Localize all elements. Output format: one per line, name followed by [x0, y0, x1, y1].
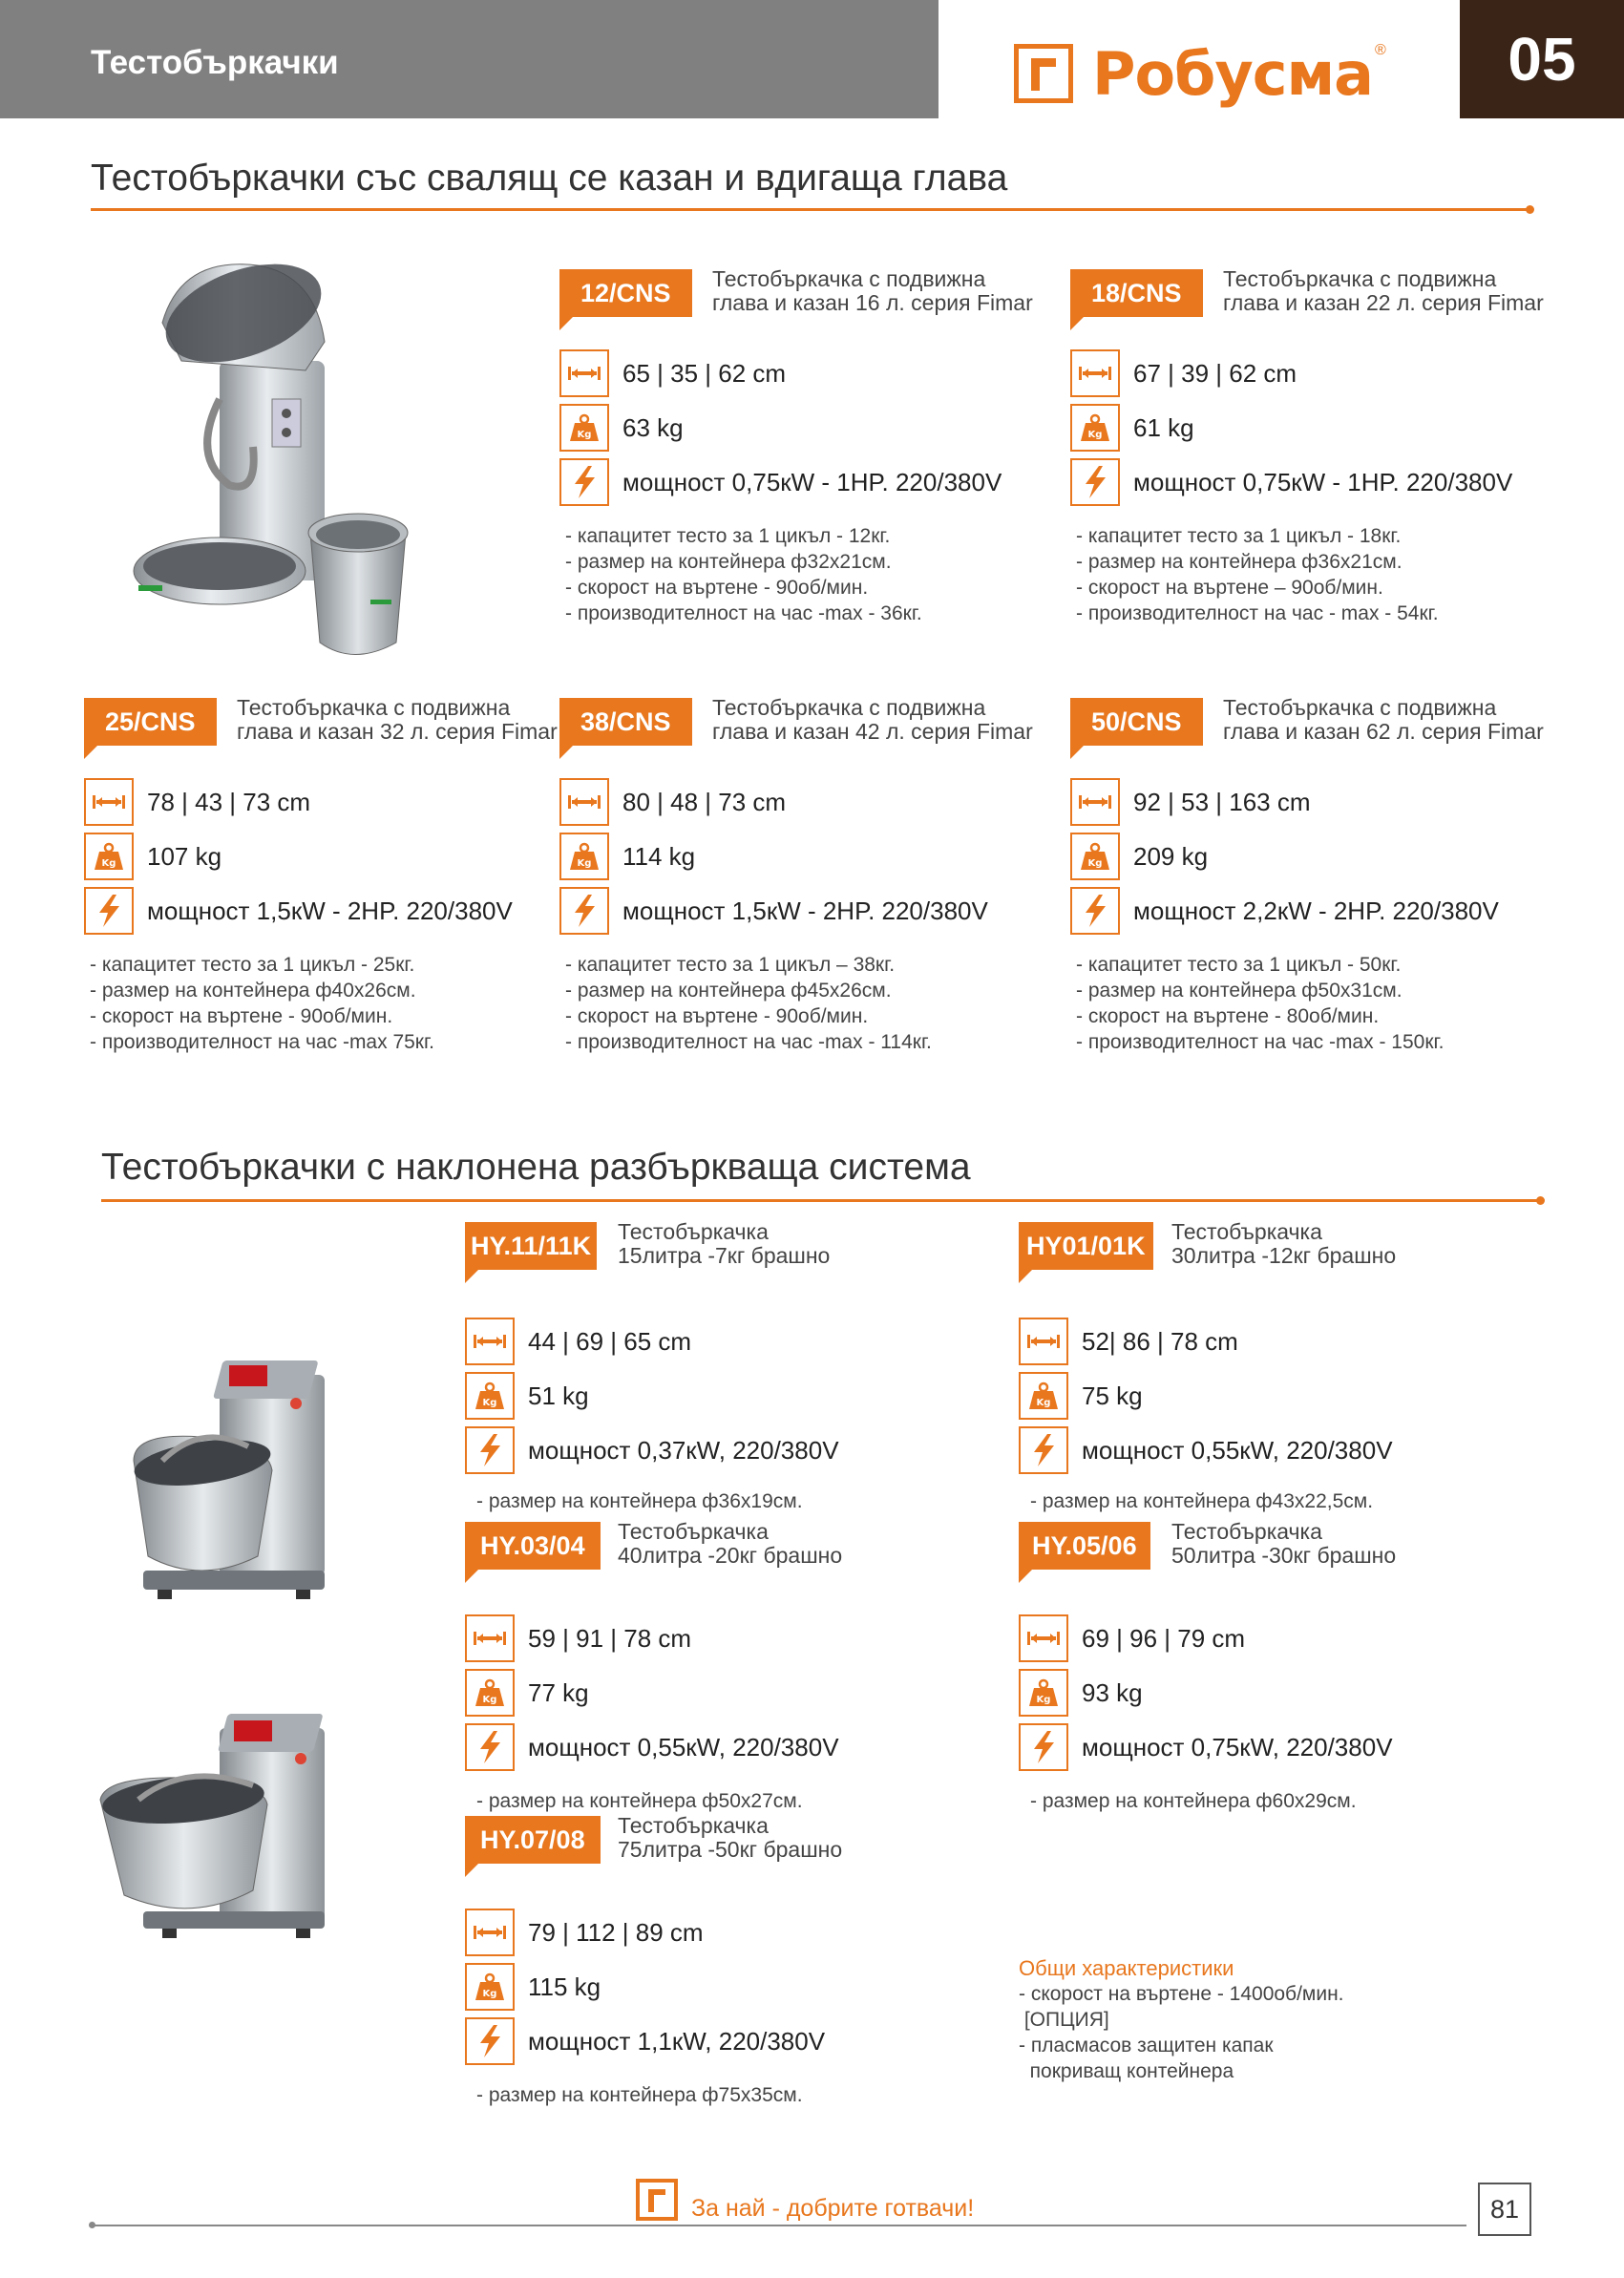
dimensions-value: 78 | 43 | 73 cm — [147, 787, 311, 816]
weight-icon — [465, 1669, 515, 1717]
note-line: - размер на контейнера ф36х19см. — [476, 1490, 803, 1512]
weight-icon — [465, 1372, 515, 1420]
svg-text:Kg: Kg — [482, 1695, 497, 1705]
spec-dimensions — [1070, 349, 1297, 397]
spec-weight — [1019, 1669, 1143, 1717]
brand-logo — [1014, 38, 1386, 109]
spec-weight — [465, 1372, 589, 1420]
spec-power — [1070, 458, 1512, 506]
product-code: HY.11/11K — [465, 1222, 597, 1270]
dimensions-icon — [1019, 1614, 1068, 1662]
product-description — [1223, 696, 1544, 744]
weight-icon — [84, 833, 134, 880]
general-line: - пласмасов защитен капак — [1019, 2035, 1274, 2057]
section-heading: Тестобъркачки — [91, 44, 339, 81]
dimensions-value: 52| 86 | 78 cm — [1082, 1326, 1238, 1356]
weight-value: 63 kg — [622, 412, 684, 442]
note-line: - капацитет тесто за 1 цикъл - 50кг. — [1076, 954, 1402, 976]
note-line: - скорост на въртене – 90об/мин. — [1076, 577, 1383, 599]
note-line: - капацитет тесто за 1 цикъл – 38кг. — [565, 954, 896, 976]
section2-title: Тестобъркачки с наклонена разбъркваща система — [101, 1147, 971, 1188]
product-description — [618, 1520, 842, 1568]
note-line: - скорост на въртене - 80об/мин. — [1076, 1005, 1380, 1027]
product-description — [1171, 1220, 1396, 1268]
note-line: - капацитет тесто за 1 цикъл - 25кг. — [90, 954, 415, 976]
description-line: Тестобъркачка — [618, 1519, 769, 1544]
weight-value: 115 kg — [528, 1972, 601, 2001]
weight-value: 107 kg — [147, 841, 222, 871]
dimensions-icon — [1070, 349, 1120, 397]
product-notes — [1076, 523, 1439, 626]
weight-icon — [559, 833, 609, 880]
description-line: 50литра -30кг брашно — [1171, 1543, 1397, 1568]
note-line: - размер на контейнера ф40х26см. — [90, 980, 416, 1002]
svg-text:Kg: Kg — [577, 430, 592, 440]
product-notes — [1076, 952, 1444, 1055]
product-notes — [1030, 1763, 1357, 1814]
description-line: глава и казан 62 л. серия Fimar — [1223, 719, 1544, 744]
description-line: глава и казан 22 л. серия Fimar — [1223, 290, 1544, 315]
dimensions-value: 67 | 39 | 62 cm — [1133, 358, 1297, 388]
spiral-mixer-image — [124, 246, 430, 666]
product-notes — [476, 1763, 803, 1814]
product-notes — [90, 952, 434, 1055]
product-description — [1223, 267, 1544, 315]
weight-icon — [1070, 833, 1120, 880]
note-line: - капацитет тесто за 1 цикъл - 12кг. — [565, 525, 891, 547]
description-line: Тестобъркачка с подвижна — [1223, 695, 1497, 720]
weight-icon — [559, 404, 609, 452]
chapter-number: 05 — [1460, 0, 1624, 118]
product-38-cns — [559, 695, 1056, 1061]
description-line: Тестобъркачка — [1171, 1519, 1322, 1544]
dimensions-icon — [465, 1909, 515, 1956]
power-value: мощност 0,75кW, 220/380V — [1082, 1732, 1393, 1761]
spec-dimensions — [465, 1614, 691, 1662]
power-value: мощност 0,37кW, 220/380V — [528, 1435, 839, 1465]
product-code: 18/CNS — [1070, 269, 1203, 317]
product-notes — [476, 1464, 803, 1514]
dimensions-icon — [84, 778, 134, 826]
general-title: Общи характеристики — [1019, 1956, 1234, 1980]
spec-dimensions — [1019, 1614, 1245, 1662]
product-50-cns — [1070, 695, 1567, 1061]
dimensions-value: 44 | 69 | 65 cm — [528, 1326, 692, 1356]
note-line: - размер на контейнера ф50х31см. — [1076, 980, 1403, 1002]
note-line: - размер на контейнера ф45х26см. — [565, 980, 892, 1002]
description-line: Тестобъркачка — [1171, 1219, 1322, 1244]
logo-mark-icon — [1014, 44, 1073, 103]
product-12-cns — [559, 266, 1056, 632]
weight-icon — [465, 1963, 515, 2011]
svg-text:Kg: Kg — [482, 1989, 497, 1999]
general-line: [ОПЦИЯ] — [1019, 2009, 1109, 2031]
power-value: мощност 1,5кW - 2HP. 220/380V — [147, 896, 513, 925]
page-number: 81 — [1478, 2183, 1531, 2236]
dimensions-icon — [1070, 778, 1120, 826]
weight-icon — [1019, 1372, 1068, 1420]
footer-logo — [636, 2179, 678, 2221]
spec-weight — [465, 1669, 589, 1717]
weight-value: 77 kg — [528, 1677, 589, 1707]
note-line: - производителност на час -max - 114кг. — [565, 1031, 932, 1053]
footer-slogan: За най - добрите готвачи! — [691, 2195, 975, 2222]
dimensions-value: 69 | 96 | 79 cm — [1082, 1623, 1246, 1653]
weight-value: 51 kg — [528, 1381, 589, 1410]
description-line: 40литра -20кг брашно — [618, 1543, 843, 1568]
product-hy-11-11k — [465, 1219, 961, 1512]
product-25-cns — [84, 695, 580, 1061]
weight-value: 114 kg — [622, 841, 696, 871]
note-line: - скорост на въртене - 90об/мин. — [565, 577, 869, 599]
product-description — [1171, 1520, 1396, 1568]
power-value: мощност 0,55кW, 220/380V — [528, 1732, 839, 1761]
description-line: Тестобъркачка с подвижна — [237, 695, 511, 720]
spec-power — [559, 458, 1002, 506]
svg-text:Kg: Kg — [1036, 1695, 1051, 1705]
spec-weight — [559, 833, 695, 880]
lightning-icon — [84, 887, 134, 935]
tilted-mixer-image — [115, 1356, 353, 1614]
footer-divider — [92, 2225, 1466, 2226]
product-notes — [565, 523, 922, 626]
product-code: 25/CNS — [84, 698, 217, 746]
svg-text:Kg: Kg — [101, 858, 116, 869]
product-code: HY.05/06 — [1019, 1522, 1150, 1570]
lightning-icon — [1070, 458, 1120, 506]
product-code: HY.07/08 — [465, 1816, 601, 1864]
general-line: покриващ контейнера — [1019, 2060, 1234, 2082]
general-characteristics — [1019, 1955, 1344, 2084]
logo-mark-icon — [636, 2179, 678, 2221]
product-code: 12/CNS — [559, 269, 692, 317]
spec-dimensions — [465, 1909, 704, 1956]
dimensions-icon — [1019, 1318, 1068, 1365]
note-line: - размер на контейнера ф75х35см. — [476, 2084, 803, 2106]
power-value: мощност 1,5кW - 2HP. 220/380V — [622, 896, 988, 925]
note-line: - размер на контейнера ф36х21см. — [1076, 551, 1403, 573]
lightning-icon — [559, 458, 609, 506]
spec-dimensions — [559, 349, 786, 397]
spec-dimensions — [465, 1318, 691, 1365]
description-line: Тестобъркачка — [618, 1813, 769, 1838]
description-line: 15литра -7кг брашно — [618, 1243, 831, 1268]
spec-dimensions — [559, 778, 786, 826]
lightning-icon — [559, 887, 609, 935]
power-value: мощност 0,75кW - 1HP. 220/380V — [622, 467, 1002, 496]
svg-text:Kg: Kg — [1036, 1398, 1051, 1408]
svg-text:Kg: Kg — [1087, 430, 1103, 440]
dimensions-value: 79 | 112 | 89 cm — [528, 1917, 704, 1947]
description-line: Тестобъркачка с подвижна — [712, 695, 986, 720]
product-description — [712, 696, 1033, 744]
power-value: мощност 0,55кW, 220/380V — [1082, 1435, 1393, 1465]
product-code: 50/CNS — [1070, 698, 1203, 746]
note-line: - размер на контейнера ф60х29см. — [1030, 1790, 1357, 1812]
spec-power — [559, 887, 988, 935]
product-notes — [1030, 1464, 1373, 1514]
spec-weight — [1070, 833, 1208, 880]
description-line: глава и казан 16 л. серия Fimar — [712, 290, 1033, 315]
note-line: - производителност на час -max - 150кг. — [1076, 1031, 1445, 1053]
weight-value: 93 kg — [1082, 1677, 1143, 1707]
spec-weight — [1070, 404, 1194, 452]
note-line: - капацитет тесто за 1 цикъл - 18кг. — [1076, 525, 1402, 547]
product-code: 38/CNS — [559, 698, 692, 746]
description-line: глава и казан 32 л. серия Fimar — [237, 719, 558, 744]
spec-weight — [1019, 1372, 1143, 1420]
tilted-mixer-image-2 — [95, 1709, 353, 1948]
section1-title: Тестобъркачки със свалящ се казан и вдигаща глава — [91, 158, 1008, 199]
note-line: - размер на контейнера ф43х22,5см. — [1030, 1490, 1374, 1512]
lightning-icon — [1070, 887, 1120, 935]
weight-icon — [1070, 404, 1120, 452]
power-value: мощност 2,2кW - 2HP. 220/380V — [1133, 896, 1499, 925]
spec-weight — [465, 1963, 601, 2011]
dimensions-value: 80 | 48 | 73 cm — [622, 787, 787, 816]
svg-text:Kg: Kg — [1087, 858, 1103, 869]
note-line: - производителност на час -max 75кг. — [90, 1031, 434, 1053]
svg-text:Kg: Kg — [482, 1398, 497, 1408]
product-description — [618, 1814, 842, 1862]
description-line: Тестобъркачка — [618, 1219, 769, 1244]
dimensions-icon — [465, 1614, 515, 1662]
spec-weight — [84, 833, 221, 880]
product-description — [237, 696, 558, 744]
section2-divider — [101, 1199, 1541, 1202]
registered-mark: ® — [1375, 42, 1386, 58]
dimensions-value: 92 | 53 | 163 cm — [1133, 787, 1311, 816]
description-line: Тестобъркачка с подвижна — [1223, 266, 1497, 291]
product-notes — [476, 2057, 803, 2108]
section1-divider — [91, 208, 1530, 211]
general-line: - скорост на въртене - 1400об/мин. — [1019, 1983, 1344, 2005]
dimensions-value: 65 | 35 | 62 cm — [622, 358, 787, 388]
power-value: мощност 1,1кW, 220/380V — [528, 2026, 826, 2056]
spec-dimensions — [1070, 778, 1311, 826]
spec-power — [1070, 887, 1499, 935]
power-value: мощност 0,75кW - 1HP. 220/380V — [1133, 467, 1513, 496]
note-line: - скорост на въртене - 90об/мин. — [90, 1005, 393, 1027]
spec-power — [84, 887, 513, 935]
svg-text:Kg: Kg — [577, 858, 592, 869]
weight-icon — [1019, 1669, 1068, 1717]
note-line: - производителност на час -max - 36кг. — [565, 602, 922, 624]
product-hy-03-04 — [465, 1519, 961, 1812]
spec-weight — [559, 404, 684, 452]
description-line: глава и казан 42 л. серия Fimar — [712, 719, 1033, 744]
product-hy-07-08 — [465, 1813, 961, 2106]
brand-name: Робусма — [1092, 38, 1374, 109]
description-line: 75литра -50кг брашно — [618, 1837, 843, 1862]
product-code: HY01/01K — [1019, 1222, 1153, 1270]
note-line: - скорост на въртене - 90об/мин. — [565, 1005, 869, 1027]
dimensions-icon — [559, 349, 609, 397]
product-notes — [565, 952, 932, 1055]
note-line: - размер на контейнера ф32х21см. — [565, 551, 892, 573]
product-description — [618, 1220, 830, 1268]
product-hy01-01k — [1019, 1219, 1515, 1512]
dimensions-icon — [559, 778, 609, 826]
note-line: - производителност на час - max - 54кг. — [1076, 602, 1439, 624]
description-line: Тестобъркачка с подвижна — [712, 266, 986, 291]
spec-dimensions — [84, 778, 310, 826]
weight-value: 209 kg — [1133, 841, 1209, 871]
product-description — [712, 267, 1033, 315]
product-code: HY.03/04 — [465, 1522, 601, 1570]
note-line: - размер на контейнера ф50х27см. — [476, 1790, 803, 1812]
product-18-cns — [1070, 266, 1567, 632]
dimensions-value: 59 | 91 | 78 cm — [528, 1623, 692, 1653]
dimensions-icon — [465, 1318, 515, 1365]
weight-value: 75 kg — [1082, 1381, 1143, 1410]
spec-dimensions — [1019, 1318, 1238, 1365]
product-hy-05-06 — [1019, 1519, 1515, 1812]
weight-value: 61 kg — [1133, 412, 1194, 442]
description-line: 30литра -12кг брашно — [1171, 1243, 1397, 1268]
